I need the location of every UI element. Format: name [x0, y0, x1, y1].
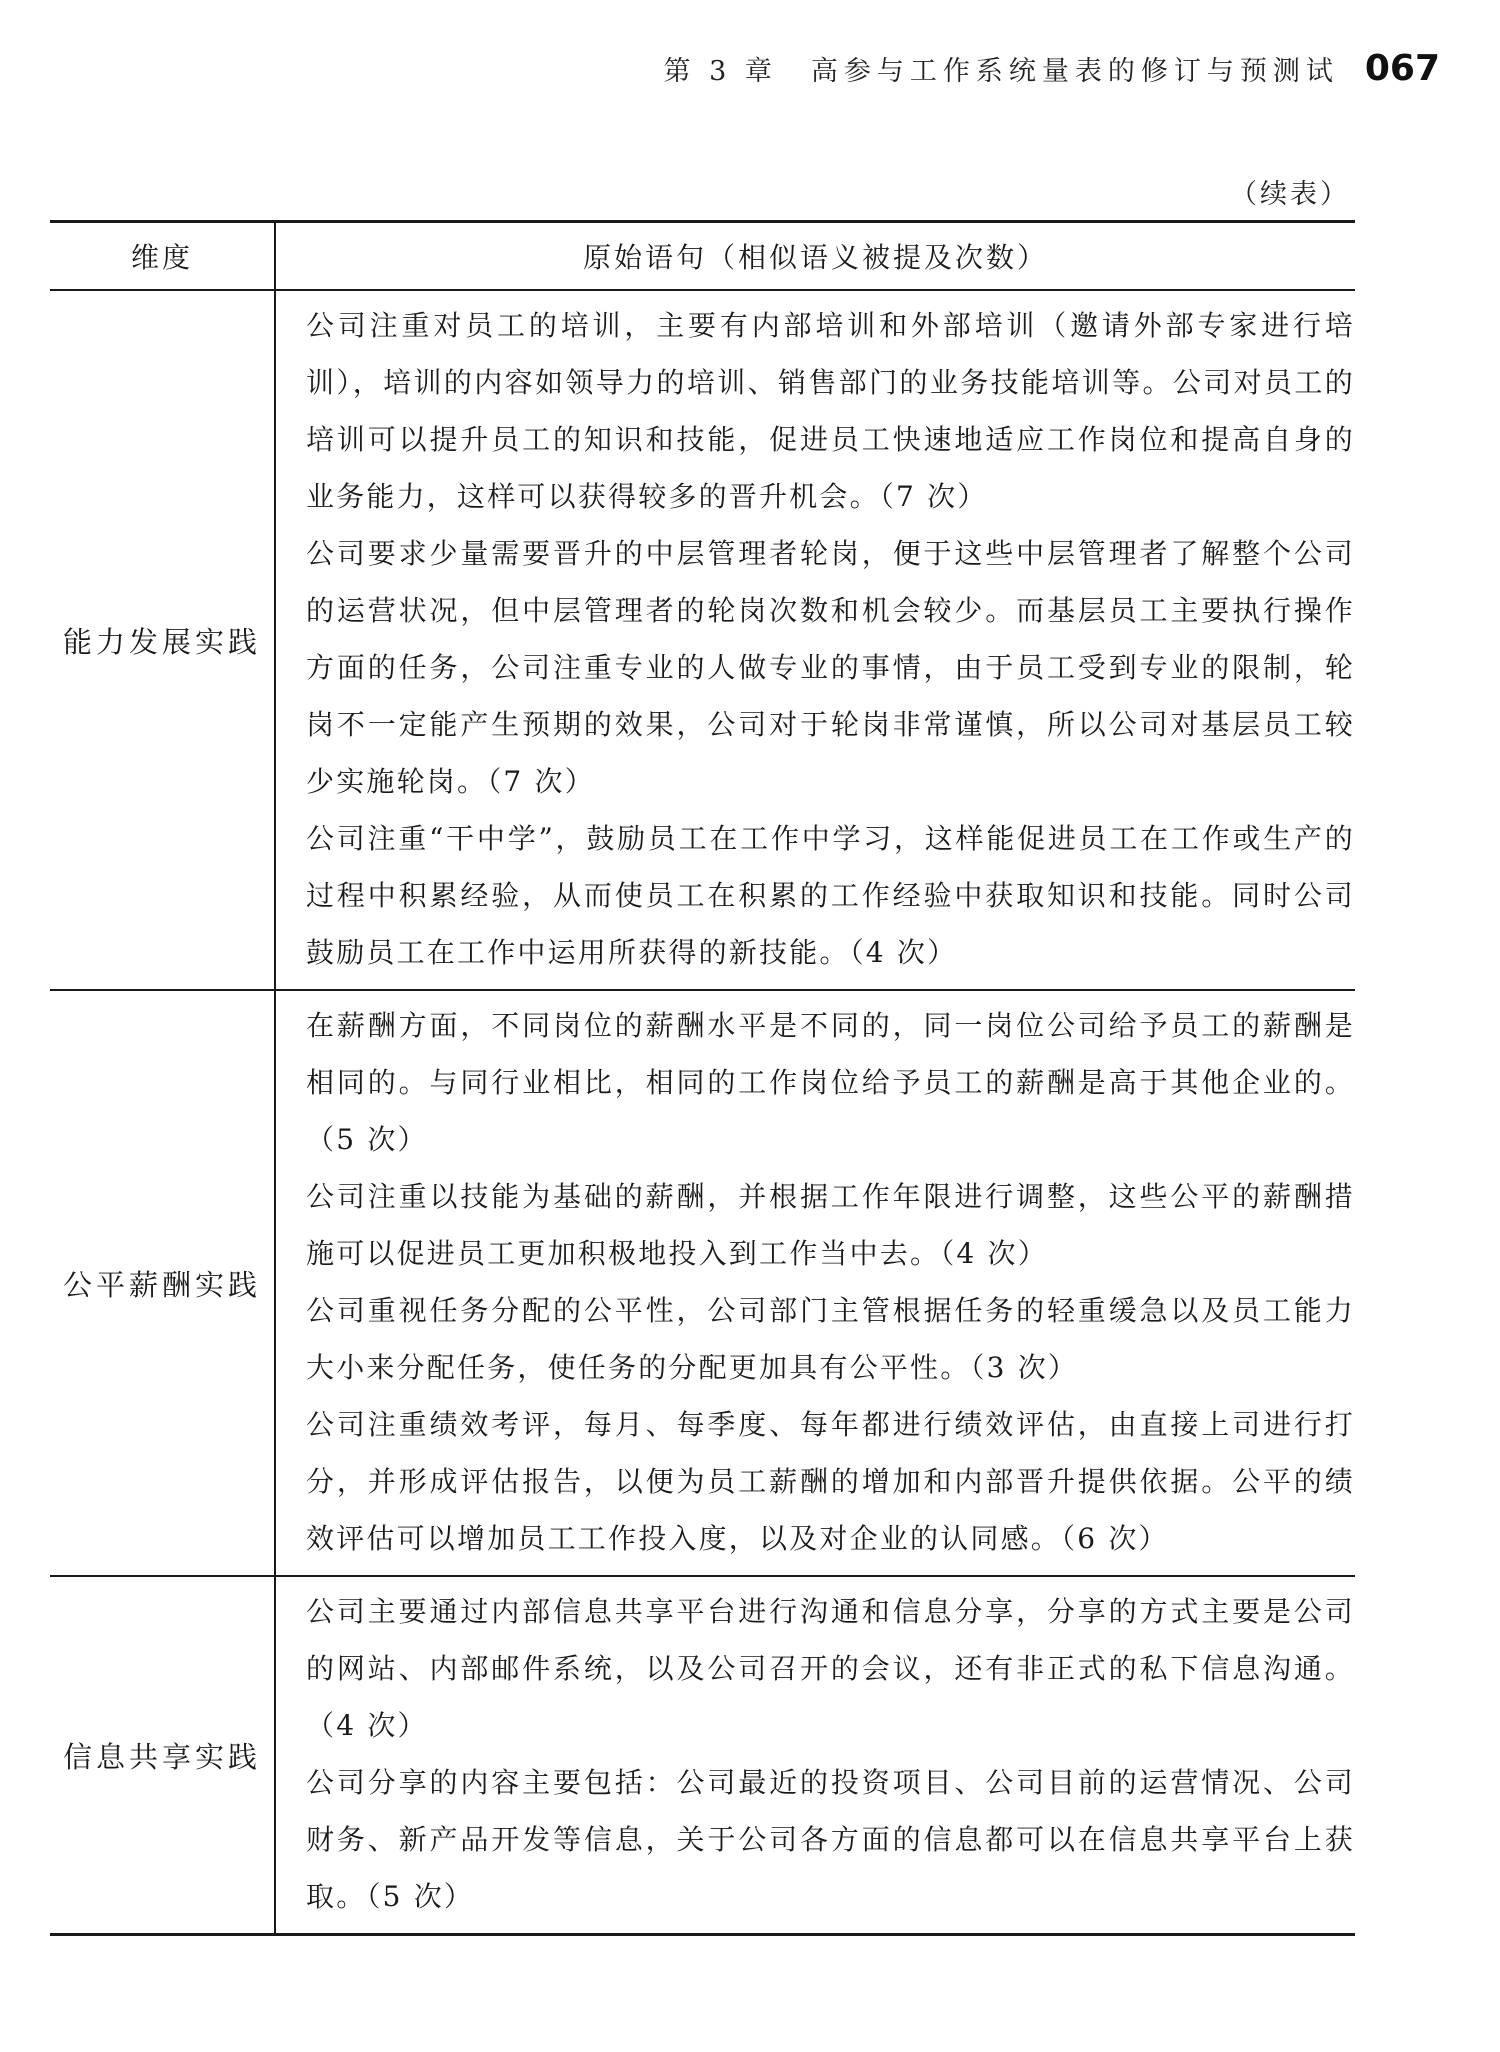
quote-paragraph: 公司主要通过内部信息共享平台进行沟通和信息分享，分享的方式主要是公司的网站、内部邮件系统，以及公司召开的会议，还有非正式的私下信息沟通。（4 次） — [306, 1595, 1355, 1742]
chapter-title: 高参与工作系统量表的修订与预测试 — [810, 55, 1339, 87]
column-header-dimension: 维度 — [50, 222, 275, 291]
quote-paragraph: 在薪酬方面，不同岗位的薪酬水平是不同的，同一岗位公司给予员工的薪酬是相同的。与同行业相比，相同的工作岗位给予员工的薪酬是高于其他企业的。（5 次） — [306, 1009, 1355, 1156]
quote-paragraph: 公司分享的内容主要包括：公司最近的投资项目、公司目前的运营情况、公司财务、新产品开发等信息，关于公司各方面的信息都可以在信息共享平台上获取。（5 次） — [306, 1766, 1355, 1913]
table-row — [50, 1576, 1355, 1935]
table-row — [50, 990, 1355, 1576]
quote-paragraph: 公司注重对员工的培训，主要有内部培训和外部培训（邀请外部专家进行培训），培训的内容如领导力的培训、销售部门的业务技能培训等。公司对员工的培训可以提升员工的知识和技能，促进员工快速地适应工作岗位和提高自身的业务能力，这样可以获得较多的晋升机会。（7 次） — [306, 309, 1355, 513]
dimension-cell: 能力发展实践 — [50, 290, 275, 990]
page-number: 067 — [1364, 47, 1440, 89]
dimension-cell: 信息共享实践 — [50, 1576, 275, 1935]
table-row — [50, 290, 1355, 990]
running-header — [640, 38, 1440, 98]
quote-paragraph: 公司要求少量需要晋升的中层管理者轮岗，便于这些中层管理者了解整个公司的运营状况，但中层管理者的轮岗次数和机会较少。而基层员工主要执行操作方面的任务，公司注重专业的人做专业的事情，由于员工受到专业的限制，轮岗不一定能产生预期的效果，公司对于轮岗非常谨慎，所以公司对基层员工较少实施轮岗。（7 次） — [306, 537, 1355, 798]
quote-paragraph: 公司注重以技能为基础的薪酬，并根据工作年限进行调整，这些公平的薪酬措施可以促进员工更加积极地投入到工作当中去。（4 次） — [306, 1180, 1355, 1270]
dimension-cell: 公平薪酬实践 — [50, 990, 275, 1576]
quote-paragraph: 公司注重绩效考评，每月、每季度、每年都进行绩效评估，由直接上司进行打分，并形成评估报告，以便为员工薪酬的增加和内部晋升提供依据。公平的绩效评估可以增加员工工作投入度，以及对企业的认同感。（6 次） — [306, 1408, 1355, 1555]
chapter-label: 第 3 章 — [663, 55, 777, 87]
table-continued-label: （续表） — [1230, 179, 1350, 210]
column-header-quotes: 原始语句（相似语义被提及次数） — [275, 222, 1355, 291]
table-header-row — [50, 222, 1355, 291]
interview-table — [50, 220, 1355, 1936]
dimension-quotes-table — [50, 220, 1355, 1936]
quotes-cell — [275, 990, 1355, 1576]
quotes-cell — [275, 1576, 1355, 1935]
quote-paragraph: 公司注重“干中学”，鼓励员工在工作中学习，这样能促进员工在工作或生产的过程中积累经验，从而使员工在积累的工作经验中获取知识和技能。同时公司鼓励员工在工作中运用所获得的新技能。（4 次） — [306, 822, 1355, 969]
quotes-cell — [275, 290, 1355, 990]
quote-paragraph: 公司重视任务分配的公平性，公司部门主管根据任务的轻重缓急以及员工能力大小来分配任务，使任务的分配更加具有公平性。（3 次） — [306, 1294, 1355, 1384]
